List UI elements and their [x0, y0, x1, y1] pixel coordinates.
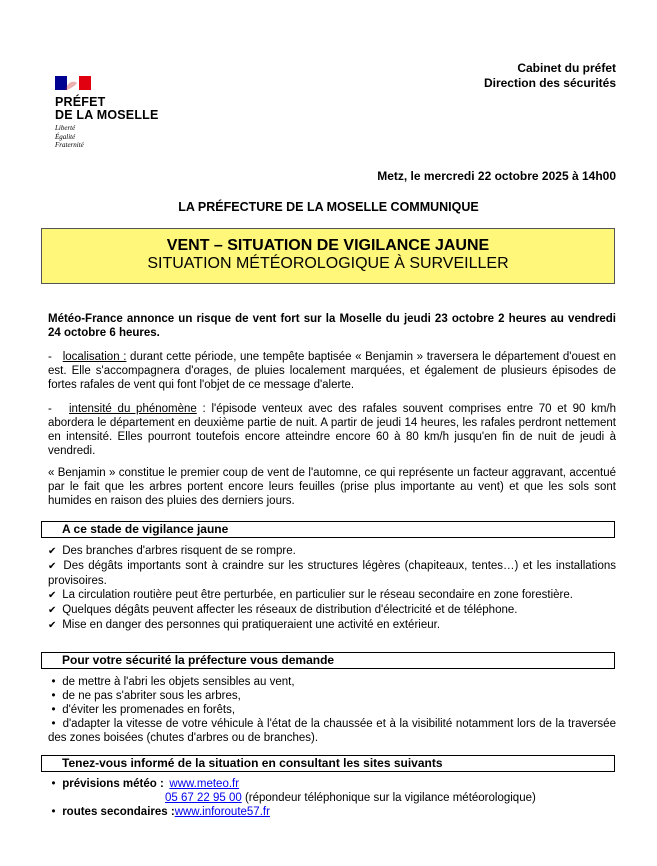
bullet-icon: • [51, 676, 56, 688]
checkmark-icon: ✔ [48, 605, 57, 616]
meteo-phone-link[interactable]: 05 67 22 95 00 [165, 792, 242, 804]
meteo-label: prévisions météo : [62, 778, 164, 790]
list-item [48, 603, 616, 618]
localisation-paragraph: - localisation : durant cette période, une tempête baptisée « Benjamin » traversera le département d'ouest en est. Elle s'accompagnera d'orages, de pluies localement marquées, et également de plusieurs épisodes de fortes rafales de vent qui font l'objet de ce message d'alerte. [48, 351, 616, 391]
intensite-paragraph: - intensité du phénomène : l'épisode venteux avec des rafales souvent comprises entre 70 et 90 km/h abordera le département en deuxième partie de nuit. A partir de jeudi 14 heures, les rafales perdront nettement en intensité. Elles pourront toutefois encore atteindre encore 60 à 80 km/h jusqu'en fin de nuit de jeudi à vendredi. [48, 403, 616, 457]
prefet-line2: DE LA MOSELLE [55, 108, 159, 122]
list-item [48, 559, 616, 588]
marianne-logo-flag [55, 76, 91, 90]
benjamin-paragraph: « Benjamin » constitue le premier coup de vent de l'automne, ce qui représente un facteur aggravant, accentué par le fait que les arbres portent encore leurs feuilles (prise plus importante au vent) et que les sols sont humides en raison des pluies des derniers jours. [48, 467, 616, 507]
intensite-label: intensité du phénomène [69, 403, 197, 415]
section-info-title: Tenez-vous informé de la situation en consultant les sites suivants [41, 755, 615, 772]
bullet-icon: • [51, 806, 56, 818]
list-item-text: Quelques dégâts peuvent affecter les réseaux de distribution d'électricité et de téléphone. [62, 604, 518, 616]
intensite-text: : l'épisode venteux avec des rafales souvent comprises entre 70 et 90 km/h abordera le département en deuxième partie de nuit. A partir de jeudi 14 heures, les rafales perdront nettement en intensité. Elles pourront toutefois encore atteindre encore 60 à 80 km/h jusqu'en fin de nuit de jeudi à vendredi. [48, 403, 616, 457]
list-item-text: de ne pas s'abriter sous les arbres, [62, 690, 241, 702]
devise-fraternite: Fraternité [55, 141, 84, 149]
cabinet-line1: Cabinet du préfet [517, 61, 616, 75]
list-item-text: d'éviter les promenades en forêts, [62, 704, 236, 716]
devise-liberte: Liberté [55, 124, 76, 132]
list-item-text: Des branches d'arbres risquent de se rompre. [62, 545, 296, 557]
list-item [48, 618, 616, 633]
bullet-icon: • [51, 690, 56, 702]
section-vigilance-title: A ce stade de vigilance jaune [41, 521, 615, 538]
devise-egalite: Égalité [55, 132, 76, 141]
list-item [48, 588, 616, 603]
routes-label: routes secondaires : [62, 806, 175, 818]
checkmark-icon: ✔ [48, 561, 57, 572]
bullet-icon: • [51, 718, 56, 730]
intro-paragraph: Météo-France annonce un risque de vent fort sur la Moselle du jeudi 23 octobre 2 heures au vendredi 24 octobre 6 heures. [48, 313, 616, 339]
list-item-text: Des dégâts importants sont à craindre sur les structures légères (chapiteaux, tentes…) et les installations provisoires. [48, 560, 616, 587]
devise [55, 124, 84, 150]
communique-title: LA PRÉFECTURE DE LA MOSELLE COMMUNIQUE [178, 200, 479, 214]
meteo-link[interactable]: www.meteo.fr [169, 778, 240, 790]
localisation-label: localisation : [62, 351, 127, 363]
cabinet-block [484, 61, 616, 91]
checkmark-icon: ✔ [48, 620, 57, 631]
list-item [48, 717, 616, 745]
list-item [48, 703, 616, 717]
list-item [48, 544, 616, 559]
section-securite-title: Pour votre sécurité la préfecture vous demande [41, 652, 615, 669]
prefet-line1: PRÉFET [55, 95, 106, 109]
list-item [48, 675, 616, 689]
list-item [48, 689, 616, 703]
bullet-icon: • [51, 778, 56, 790]
checkmark-icon: ✔ [48, 590, 57, 601]
list-item-text: d'adapter la vitesse de votre véhicule à l'état de la chaussée et à la visibilité notamment lors de la traversée des zones boisées (chutes d'arbres ou de branches). [48, 718, 616, 744]
list-item-text: La circulation routière peut être perturbée, en particulier sur le réseau secondaire en zone forestière. [62, 589, 573, 601]
prefet-logo-text [55, 96, 159, 122]
checkmark-icon: ✔ [48, 546, 57, 557]
meteo-phone-row [165, 791, 536, 805]
localisation-text: durant cette période, une tempête baptisée « Benjamin » traversera le département d'ouest en est. Elle s'accompagnera d'orages, de pluies localement marquées, et également de plusieurs épisodes de fortes rafales de vent qui font l'objet de ce message d'alerte. [48, 351, 616, 391]
vigilance-list [48, 544, 616, 633]
alert-subtitle: SITUATION MÉTÉOROLOGIQUE À SURVEILLER [147, 255, 509, 272]
routes-row [48, 805, 270, 819]
date-line: Metz, le mercredi 22 octobre 2025 à 14h00 [377, 169, 616, 183]
alert-box [41, 228, 615, 284]
meteo-row [48, 777, 239, 791]
list-item-text: de mettre à l'abri les objets sensibles au vent, [62, 676, 295, 688]
cabinet-line2: Direction des sécurités [483, 76, 616, 90]
list-item-text: Mise en danger des personnes qui pratiqueraient une activité en extérieur. [62, 619, 441, 631]
meteo-phone-note: (répondeur téléphonique sur la vigilance météorologique) [241, 792, 536, 804]
bullet-icon: • [51, 704, 56, 716]
securite-list [48, 675, 616, 745]
alert-title: VENT – SITUATION DE VIGILANCE JAUNE [166, 237, 490, 254]
routes-link[interactable]: www.inforoute57.fr [174, 806, 270, 818]
